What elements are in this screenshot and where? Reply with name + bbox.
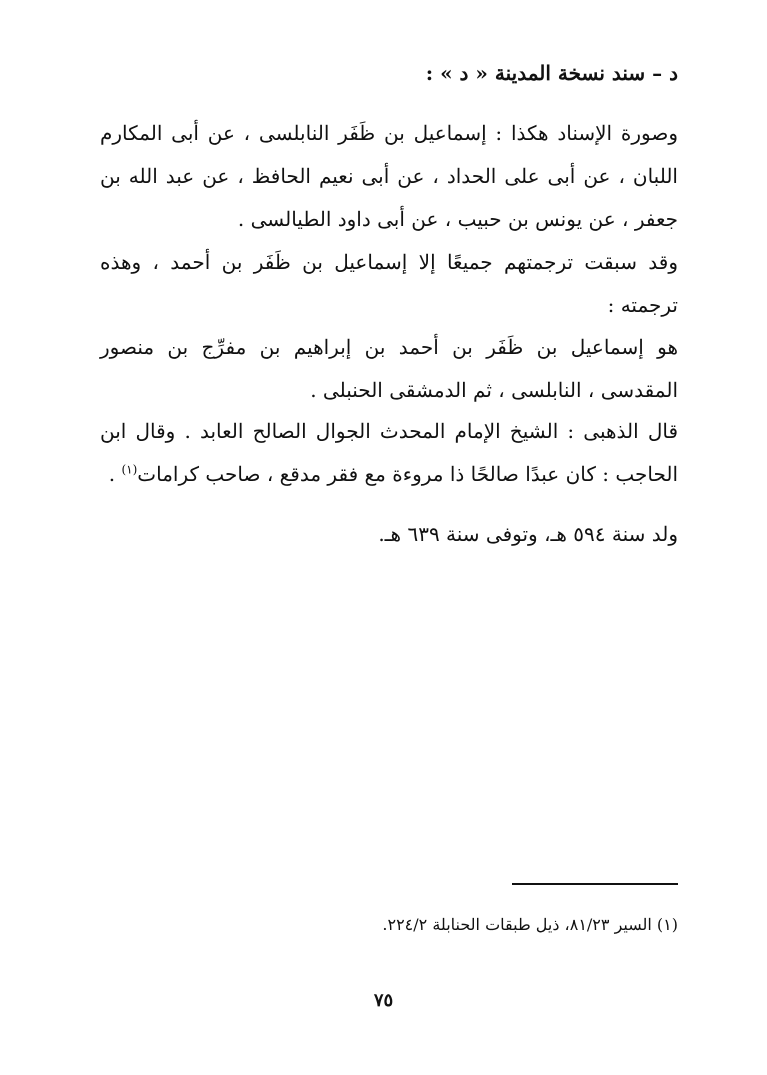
footnote-divider [512,883,678,885]
paragraph-text: وقد سبقت ترجمتهم جميعًا إلا إسماعيل بن ظَفَر بن أحمد ، وهذه ترجمته : [100,250,678,317]
paragraph-translation-intro [100,241,678,327]
paragraph-isnad [100,112,678,241]
page-number: ٧٥ [373,990,394,1011]
paragraph-birth-death [100,513,678,556]
footnote: (١) السير ٨١/٢٣، ذيل طبقات الحنابلة ٢٢٤/٢. [382,915,678,934]
paragraph-lineage [100,326,678,412]
paragraph-text: وصورة الإسناد هكذا : إسماعيل بن ظَفَر النابلسى ، عن أبى المكارم اللبان ، عن أبى على الحداد ، عن أبى نعيم الحافظ ، عن عبد الله بن جعفر ، عن يونس بن حبيب ، عن أبى داود الطيالسى . [100,121,678,231]
paragraph-text: هو إسماعيل بن ظَفَر بن أحمد بن إبراهيم بن مفرِّج بن منصور المقدسى ، النابلسى ، ثم الدمشقى الحنبلى . [100,335,678,402]
paragraph-text: ولد سنة ٥٩٤ هـ، وتوفى سنة ٦٣٩ هـ. [378,522,678,546]
paragraph-end-punctuation: . [108,462,122,486]
paragraph-text: قال الذهبى : الشيخ الإمام المحدث الجوال الصالح العابد . وقال ابن الحاجب : كان عبدًا صالحًا ذا مروءة مع فقر مدقع ، صاحب كرامات [100,419,678,486]
paragraph-dhahabi-quote [100,410,678,496]
section-heading: د – سند نسخة المدينة « د » : [425,61,678,85]
footnote-reference: (١) [121,462,138,477]
